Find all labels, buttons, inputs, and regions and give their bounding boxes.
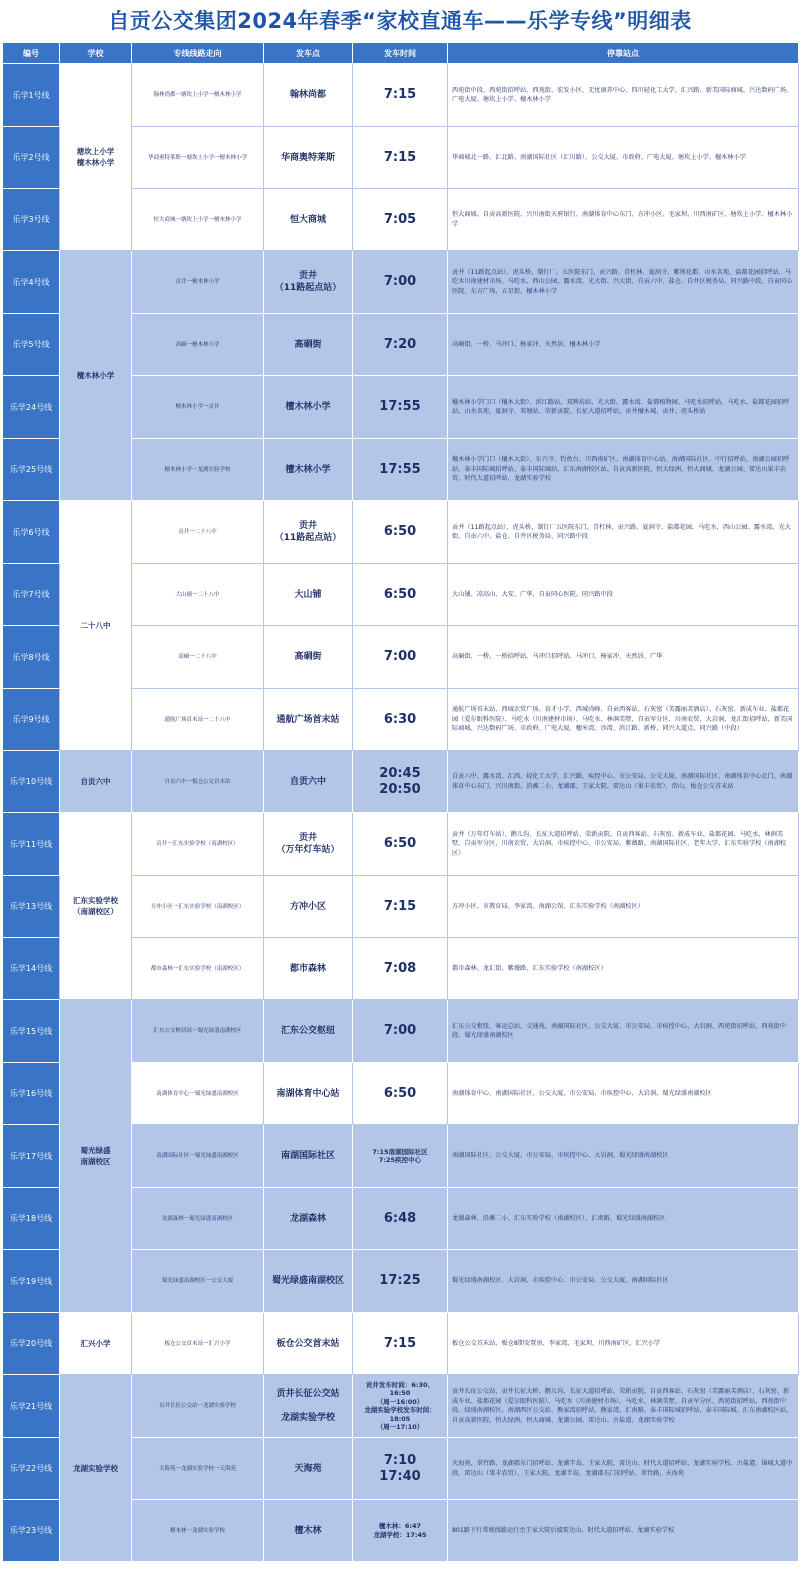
stop-list: 贡井长征公交站、贡井长征大桥、鹅儿沟、长征大道招呼站、荣新贡院、自贡西客站、石灰窑（美露丽芙酒店）、石灰窑、新成车业、盐都花园（爱尔眼科医院）、马吃水（川南建材市场）、马吃水、林涧美墅、自贡军分区、西苑街招呼站、西苑街中段、绿盛南湖校区、南湖西区公交站、熊家湾招呼站、熊家湾、汇南路、泰丰国际城招呼站、泰丰国际城、汇东南湖校区站、自贡高新医院、恒大绿洲、恒大商城、龙湖公园、雷达山、古盐道、龙湖实验学校 [448, 1375, 799, 1438]
table-row [3, 1000, 799, 1063]
departure-time: 17:55 [353, 376, 448, 439]
stop-list: 贡井（11路起点站）、虎头桥、制钉厂五医院东门、青杠林、贡兴路、夏洞寺、盐都花园、马吃水、西山公园、露水湾、光大街、自贡六中、盐仓、自井区税务局、同兴路中段 [448, 501, 799, 564]
departure-point: 通航广场首末站 [264, 689, 353, 751]
departure-point: 自贡六中 [264, 751, 353, 813]
route-direction: 高硐一二十八中 [132, 626, 264, 689]
departure-time: 20:45 20:50 [353, 751, 448, 813]
route-direction: 贡井一檀木林小学 [132, 251, 264, 314]
departure-time: 7:15 [353, 876, 448, 938]
line-id: 乐学9号线 [3, 689, 60, 751]
line-id: 乐学4号线 [3, 251, 60, 314]
departure-point: 贡井 （万年灯车站） [264, 813, 353, 876]
departure-point: 翰林尚都 [264, 64, 353, 127]
route-direction: 翰林尚都一塘坎上小学一檀木林小学 [132, 64, 264, 127]
route-direction: 自贡六中一板仓公交首末站 [132, 751, 264, 813]
school-name: 檀木林小学 [60, 251, 132, 501]
route-direction: 龙湖森林一蜀光绿盛南湖校区 [132, 1188, 264, 1250]
line-id: 乐学11号线 [3, 813, 60, 876]
stop-list: 天海苑、翠竹路、龙湖郡东门招呼站、龙湖半岛、王家大院、雷达山、时代大道招呼站、龙湖实验学校、古盐道、锦城大道中段、雷达山（果丰农贸）、王家大院、龙湖半岛、龙湖郡东门招呼站、翠竹路、天海苑 [448, 1438, 799, 1500]
stop-list: 板仓公交首末站、板仓8期安置房、李家湾、毛家坝、川西南矿区、汇兴小学 [448, 1313, 799, 1375]
table-header-row [3, 43, 799, 64]
school-name: 汇兴小学 [60, 1313, 132, 1375]
line-id: 乐学22号线 [3, 1438, 60, 1500]
route-direction: 贡井一二十八中 [132, 501, 264, 564]
route-direction: 华商奥特莱斯一塘坎上小学一檀木林小学 [132, 127, 264, 189]
departure-point: 方冲小区 [264, 876, 353, 938]
route-direction: 檀木林小学一龙湖实验学校 [132, 439, 264, 501]
departure-time: 檀木林：6:47 龙湖学校：17:45 [353, 1500, 448, 1562]
route-direction: 都市森林一汇东实验学校（南湖校区） [132, 938, 264, 1000]
departure-point: 高硐街 [264, 626, 353, 689]
departure-point: 檀木林 [264, 1500, 353, 1562]
route-direction: 天海苑一龙湖实验学校一天海苑 [132, 1438, 264, 1500]
page-title: 自贡公交集团2024年春季“家校直通车——乐学专线”明细表 [108, 9, 692, 33]
schedule-table [2, 42, 799, 1562]
departure-point: 南湖体育中心站 [264, 1063, 353, 1125]
line-id: 乐学24号线 [3, 376, 60, 439]
stop-list: 方冲小区、市教育局、李家湾、南湖公馆、汇东实验学校（南湖校区） [448, 876, 799, 938]
departure-time: 7:15南湖国际社区 7:25疾控中心 [353, 1125, 448, 1188]
departure-point: 华商奥特莱斯 [264, 127, 353, 189]
route-direction: 檀木林一龙湖实验学校 [132, 1500, 264, 1562]
stop-list: 大山铺、凉高山、大安、广华、自贡同心医院、同兴路中段 [448, 564, 799, 626]
line-id: 乐学8号线 [3, 626, 60, 689]
departure-point: 龙湖森林 [264, 1188, 353, 1250]
stop-list: 西苑街中段、西苑街招呼站、西苑街、宏发小区、无忧康养中心、四川轻化工大学、汇兴路、新美国际商城、兴达数码广场、广电大厦、塘坎上小学、檀木林小学 [448, 64, 799, 127]
line-id: 乐学7号线 [3, 564, 60, 626]
departure-point: 汇东公交枢纽 [264, 1000, 353, 1063]
table-row [3, 751, 799, 813]
departure-time: 6:30 [353, 689, 448, 751]
header-id: 编号 [3, 43, 60, 64]
stop-list: 檀木林小学门口（檀木大街）、滨江路站、双牌坊站、光大街、露水湾、盐都植物园、马吃水招呼站、马吃水、盐都花园招呼站、山水名苑、夏洞寺、双塘站、荣新贡院、长征大道招呼站、贡井檀木城、贡井、虎头桥站 [448, 376, 799, 439]
stop-list: 南湖体育中心、南湖国际社区、公交大厦、市公安局、市疾控中心、大岩洞、蜀光绿盛南湖校区 [448, 1063, 799, 1125]
departure-point: 檀木林小学 [264, 376, 353, 439]
departure-time: 6:50 [353, 813, 448, 876]
header-time: 发车时间 [353, 43, 448, 64]
departure-time: 7:00 [353, 251, 448, 314]
route-direction: 高硐一檀木林小学 [132, 314, 264, 376]
header-origin: 发车点 [264, 43, 353, 64]
table-row [3, 251, 799, 314]
line-id: 乐学10号线 [3, 751, 60, 813]
route-direction: 大山铺一二十八中 [132, 564, 264, 626]
school-name: 自贡六中 [60, 751, 132, 813]
departure-time: 6:50 [353, 1063, 448, 1125]
stop-list: 檀木林小学门口（檀木大街）、东兴寺、钓鱼台、川西南矿区、南湖体育中心站、南湖国际社区、中行招呼站、南湖公园招呼站、泰丰国际城招呼站、泰丰国际城站、汇东南湖校区站、自贡高新医院、恒大绿洲、恒大商城、龙湖公园、雷达山果丰农贸、时代大道招呼站、龙湖实验学校 [448, 439, 799, 501]
line-id: 乐学18号线 [3, 1188, 60, 1250]
departure-point: 贡井长征公交站 龙湖实验学校 [264, 1375, 353, 1438]
school-name: 蜀光绿盛 南湖校区 [60, 1000, 132, 1313]
route-direction: 南湖国际社区一蜀光绿盛南湖校区 [132, 1125, 264, 1188]
departure-point: 檀木林小学 [264, 439, 353, 501]
departure-point: 恒大商城 [264, 189, 353, 251]
header-stops: 停靠站点 [448, 43, 799, 64]
route-direction: 汇东公交枢纽站一蜀光绿盛南湖校区 [132, 1000, 264, 1063]
departure-time: 6:48 [353, 1188, 448, 1250]
line-id: 乐学25号线 [3, 439, 60, 501]
line-id: 乐学3号线 [3, 189, 60, 251]
line-id: 乐学19号线 [3, 1250, 60, 1313]
stop-list: 龙湖森林、沿滩二小、汇东实验学校（南湖校区）、汇南路、蜀光绿盛南湖校区 [448, 1188, 799, 1250]
school-name: 龙湖实验学校 [60, 1375, 132, 1562]
departure-time: 7:00 [353, 626, 448, 689]
departure-time: 7:20 [353, 314, 448, 376]
table-row [3, 813, 799, 876]
stop-list: 高硐街、一桥、马冲口、杨家冲、天然居、檀木林小学 [448, 314, 799, 376]
line-id: 乐学1号线 [3, 64, 60, 127]
school-name: 汇东实验学校 （南湖校区） [60, 813, 132, 1000]
header-route: 专线线路走向 [132, 43, 264, 64]
table-row [3, 1313, 799, 1375]
departure-point: 天海苑 [264, 1438, 353, 1500]
line-id: 乐学17号线 [3, 1125, 60, 1188]
departure-point: 都市森林 [264, 938, 353, 1000]
departure-point: 大山铺 [264, 564, 353, 626]
stop-list: 贡井（11路起点站）、虎头桥、制钉厂、五医院东门、贡兴路、青杠林、夏洞寺、紫荆花都、山水名苑、盐都花园招呼站、马吃水川南建材市场、马吃水、西山公园、露水湾、光大街、兴大街、自贡六中、盐仓、自井区税务局、同兴路中段、自贡同心医院、东方广场、五星街、檀木林小学 [448, 251, 799, 314]
stop-list: 华商城北一路、汇北路、南湖国际社区（汇川路）、公交大厦、市政府、广电大厦、塘坎上小学、檀木林小学 [448, 127, 799, 189]
departure-point: 蜀光绿盛南湖校区 [264, 1250, 353, 1313]
departure-point: 板仓公交首末站 [264, 1313, 353, 1375]
table-row [3, 64, 799, 127]
departure-time: 7:00 [353, 1000, 448, 1063]
departure-time: 贡井发车时间：6:30、 16:50 （周一16:00） 龙湖实验学校发车时间： 18:05 （周一17:10） [353, 1375, 448, 1438]
departure-point: 南湖国际社区 [264, 1125, 353, 1188]
departure-time: 7:05 [353, 189, 448, 251]
stop-list: 801路下行常规线路运行至王家大院后接雷达山、时代大道招呼站、龙湖实验学校 [448, 1500, 799, 1562]
line-id: 乐学5号线 [3, 314, 60, 376]
departure-point: 贡井 （11路起点站） [264, 501, 353, 564]
route-direction: 方冲小区一汇东实验学校（南湖校区） [132, 876, 264, 938]
departure-point: 高硐街 [264, 314, 353, 376]
route-direction: 蜀光绿盛南湖校区一公交大厦 [132, 1250, 264, 1313]
line-id: 乐学2号线 [3, 127, 60, 189]
departure-time: 17:55 [353, 439, 448, 501]
line-id: 乐学23号线 [3, 1500, 60, 1562]
table-row [3, 1375, 799, 1438]
stop-list: 高硐街、一桥、一桥招呼站、马冲口招呼站、马冲口、杨家冲、天然居、广华 [448, 626, 799, 689]
school-name: 二十八中 [60, 501, 132, 751]
line-id: 乐学6号线 [3, 501, 60, 564]
departure-time: 7:15 [353, 1313, 448, 1375]
table-row [3, 501, 799, 564]
line-id: 乐学13号线 [3, 876, 60, 938]
stop-list: 恒大商城、自贡高新医院、兴川南街天府银行、南湖体育中心东门、方冲小区、毛家坝、川西南矿区、塘坎上小学、檀木林小学 [448, 189, 799, 251]
departure-time: 7:15 [353, 64, 448, 127]
stop-list: 通航广场首末站、西城农贸广场、育才小学、西城尚峰、自贡西客站、石灰窑（美露丽芙酒店）、石灰窑、新成车业、盐都花园（爱尔眼科医院）、马吃水（川南建材市场）、马吃水、林涧美墅、自贡军分区、川南农贸、大岩洞、龙汇街招呼站、新美国际商城、兴达数码广场、市政府、广电大厦、穗米湾、沙湾、滨江路、新桥、同兴大道点、同兴路（中段） [448, 689, 799, 751]
route-direction: 恒大商城一塘坎上小学一檀木林小学 [132, 189, 264, 251]
route-direction: 贡井一汇东实验学校（南湖校区） [132, 813, 264, 876]
route-direction: 南湖体育中心一蜀光绿盛南湖校区 [132, 1063, 264, 1125]
stop-list: 蜀光绿盛南湖校区、大岩洞、市疾控中心、市公安局、公交大厦、南湖国际社区 [448, 1250, 799, 1313]
route-direction: 贡井长征公交站一龙湖实验学校 [132, 1375, 264, 1438]
stop-list: 汇东公交枢纽、客运总站、交通苑、南湖国际社区、公交大厦、市公安局、市疾控中心、大岩洞、西苑街招呼站、西苑街中段、蜀光绿盛南湖校区 [448, 1000, 799, 1063]
route-direction: 檀木林小学一贡井 [132, 376, 264, 439]
departure-time: 6:50 [353, 501, 448, 564]
departure-time: 6:50 [353, 564, 448, 626]
line-id: 乐学20号线 [3, 1313, 60, 1375]
stop-list: 南湖国际社区、公交大厦、市公安局、市疾控中心、大岩洞、蜀光绿盛南湖校区 [448, 1125, 799, 1188]
line-id: 乐学14号线 [3, 938, 60, 1000]
header-school: 学校 [60, 43, 132, 64]
stop-list: 贡井（万年灯车站）、鹅儿沟、长征大道招呼站、荣新贡院、自贡西客站、石灰窑、新成车业、盐都花园、马吃水、林涧美墅、自贡军分区、川南农贸、大岩洞、市疾控中心、市公安局、紫薇路、南湖国际社区、老年大学、汇东实验学校（南湖校区） [448, 813, 799, 876]
stop-list: 自贡六中、露水湾、汇西、轻化工大学、汇兴路、疾控中心、市公安局、公交大厦、南湖国际社区、南湖体育中心北门、南湖体育中心东门、兴川南街、沿滩二小、龙湖郡、王家大院、雷达山（果丰农贸）、岱山、板仓公交首末站 [448, 751, 799, 813]
route-direction: 板仓公交首末站一汇兴小学 [132, 1313, 264, 1375]
line-id: 乐学21号线 [3, 1375, 60, 1438]
departure-time: 17:25 [353, 1250, 448, 1313]
school-name: 塘坎上小学 檀木林小学 [60, 64, 132, 251]
line-id: 乐学16号线 [3, 1063, 60, 1125]
route-direction: 通航广场首末站一二十八中 [132, 689, 264, 751]
departure-time: 7:08 [353, 938, 448, 1000]
stop-list: 都市森林、龙汇街、紫薇路、汇东实验学校（南湖校区） [448, 938, 799, 1000]
departure-time: 7:10 17:40 [353, 1438, 448, 1500]
departure-time: 7:15 [353, 127, 448, 189]
line-id: 乐学15号线 [3, 1000, 60, 1063]
departure-point: 贡井 （11路起点站） [264, 251, 353, 314]
